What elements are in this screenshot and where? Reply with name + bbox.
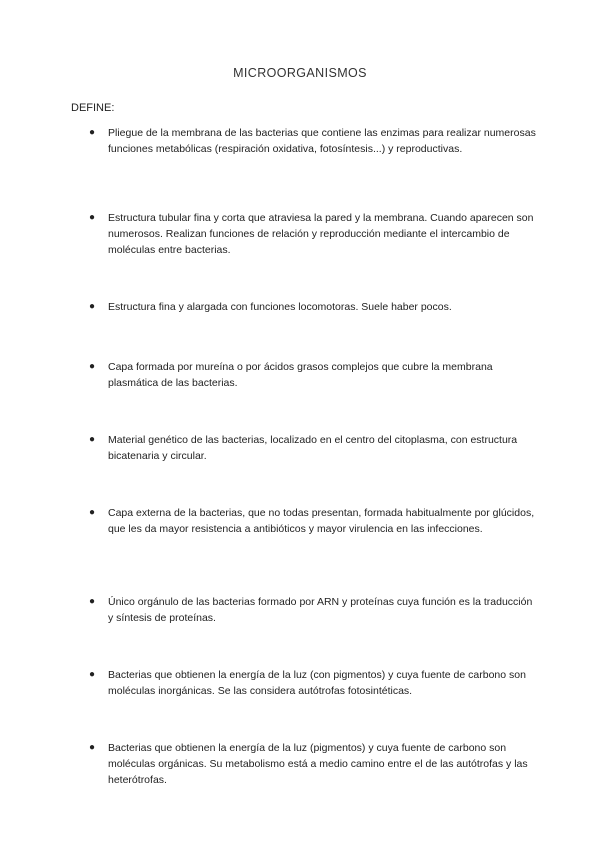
- definition-text: Estructura fina y alargada con funciones locomotoras. Suele haber pocos.: [108, 301, 452, 313]
- bullet-icon: ●: [89, 669, 96, 680]
- definition-text: Capa externa de la bacterias, que no todas presentan, formada habitualmente por glúcidos, que les da mayor resistencia a antibióticos y mayor virulencia en las infecciones.: [108, 507, 535, 535]
- bullet-icon: ●: [89, 212, 96, 223]
- definition-text: Bacterias que obtienen la energía de la luz (pigmentos) y cuya fuente de carbono son moléculas orgánicas. Su metabolismo está a medio camino entre el de las autótrofas y las heterótrofas.: [108, 742, 528, 786]
- bullet-icon: ●: [89, 127, 96, 138]
- definition-item: [89, 125, 539, 157]
- definition-text: Pliegue de la membrana de las bacterias que contiene las enzimas para realizar numerosas funciones metabólicas (respiración oxidativa, fotosíntesis...) y reproductivas.: [108, 127, 536, 155]
- bullet-icon: ●: [89, 596, 96, 607]
- definition-text: Estructura tubular fina y corta que atraviesa la pared y la membrana. Cuando aparecen son numerosos. Realizan funciones de relación y reproducción mediante el intercambio de moléculas entre bacterias.: [108, 212, 534, 256]
- definition-item: [89, 740, 539, 788]
- definition-text: Único orgánulo de las bacterias formado por ARN y proteínas cuya función es la traducción y síntesis de proteínas.: [108, 596, 533, 624]
- section-label: DEFINE:: [71, 102, 115, 114]
- page-title: MICROORGANISMOS: [233, 66, 367, 80]
- definition-text: Bacterias que obtienen la energía de la luz (con pigmentos) y cuya fuente de carbono son moléculas inorgánicas. Se las considera autótrofas fotosintéticas.: [108, 669, 526, 697]
- definition-item: [89, 210, 539, 258]
- definition-item: [89, 667, 539, 699]
- bullet-icon: ●: [89, 361, 96, 372]
- bullet-icon: ●: [89, 434, 96, 445]
- definition-item: [89, 594, 539, 626]
- bullet-icon: ●: [89, 742, 96, 753]
- bullet-icon: ●: [89, 507, 96, 518]
- definition-item: [89, 432, 539, 464]
- definition-text: Capa formada por mureína o por ácidos grasos complejos que cubre la membrana plasmática de las bacterias.: [108, 361, 493, 389]
- definition-text: Material genético de las bacterias, localizado en el centro del citoplasma, con estructura bicatenaria y circular.: [108, 434, 518, 462]
- bullet-icon: ●: [89, 301, 96, 312]
- definition-item: [89, 299, 539, 315]
- definition-item: [89, 359, 539, 391]
- definition-item: [89, 505, 539, 537]
